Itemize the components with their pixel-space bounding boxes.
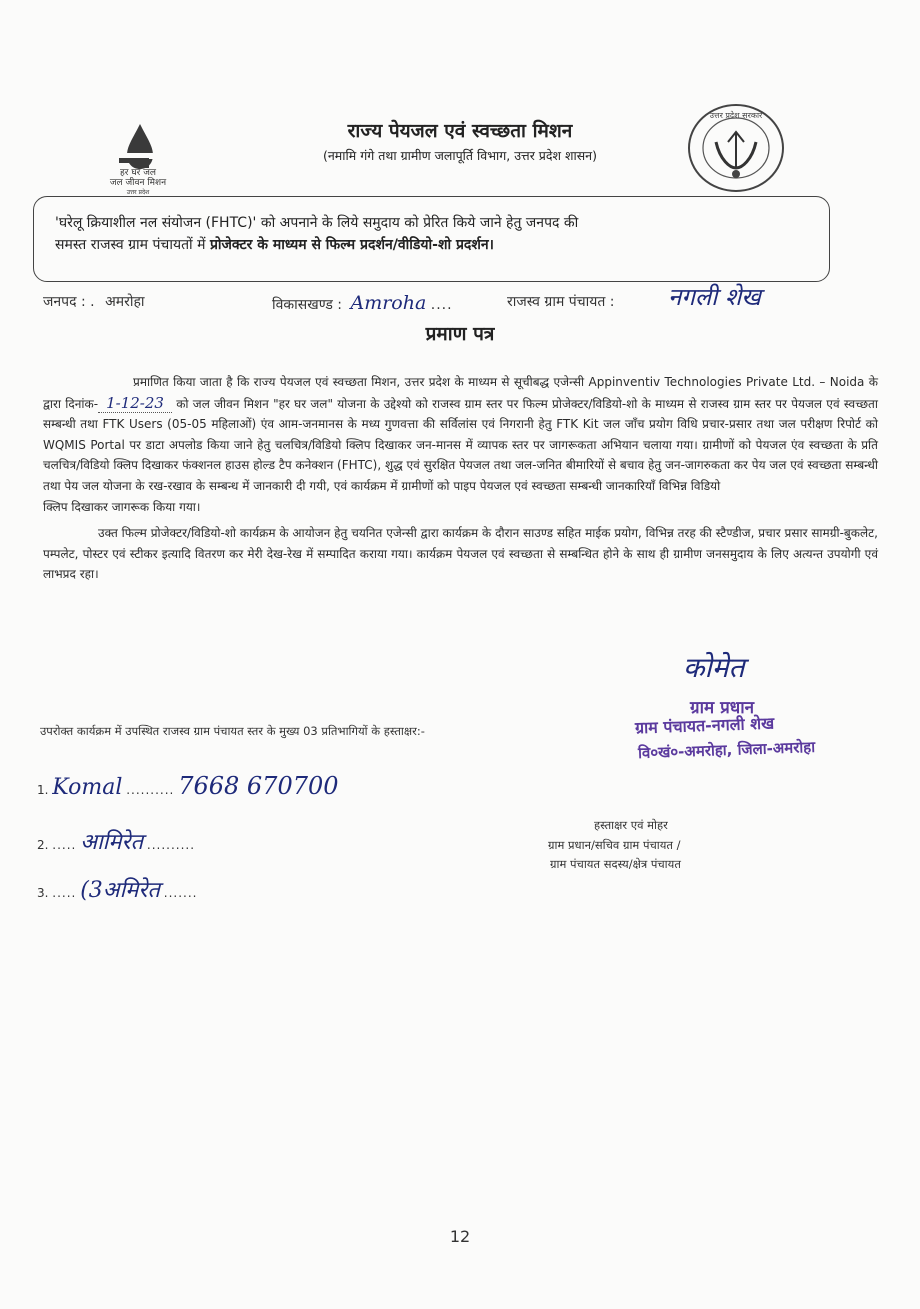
participant-row-3 bbox=[37, 874, 198, 904]
participant-3-signature: (3अमिरेत bbox=[80, 878, 160, 903]
mission-subtitle: (नमामि गंगे तथा ग्रामीण जलापूर्ति विभाग, उत्तर प्रदेश शासन) bbox=[322, 148, 597, 163]
participant-1-phone: 7668 670700 bbox=[178, 772, 339, 800]
mission-title: राज्य पेयजल एवं स्वच्छता मिशन bbox=[347, 120, 573, 142]
stamp-line2: ग्राम पंचायत-नगली शेख bbox=[634, 713, 775, 738]
subject-line2-plain: समस्त राजस्व ग्राम पंचायतों में bbox=[55, 237, 210, 253]
participant-1-number: 1. bbox=[37, 783, 49, 797]
para1-part-a: प्रमाणित किया जाता है कि राज्य पेयजल एवं स्वच्छता मिशन, उत्तर प्रदेश के माध्यम से सूचीबद्ध एजेन्सी Appinventiv Technologies Private Ltd. – Noida के द्वारा दिनांक- bbox=[43, 375, 878, 411]
participant-row-2 bbox=[37, 826, 195, 856]
paragraph-1 bbox=[43, 372, 878, 497]
participant-3-dots: ..... bbox=[52, 886, 77, 900]
stamp-line3: वि०खं०-अमरोहा, जिला-अमरोहा bbox=[637, 737, 816, 763]
panchayat-field bbox=[507, 292, 615, 311]
paragraph-2: उक्त फिल्म प्रोजेक्टर/विडियो-शो कार्यक्रम के आयोजन हेतु चयनित एजेन्सी द्वारा कार्यक्रम के दौरान साउण्ड सहित माईक प्रयोग, विभिन्न तरह की स्टैण्डीज, प्रचार प्रसार सामग्री-बुकलेट, पम्पलेट, पोस्टर एवं स्टीकर इत्यादि वितरण कर मेरी देख-रेख में सम्पादित कराया गया। कार्यक्रम पेयजल एवं स्वच्छता से सम्बन्धित होने के साथ ही ग्रामीण जनसमुदाय के लिए अत्यन्त उपयोगी एवं लाभप्रद रहा। bbox=[43, 526, 878, 582]
participant-3-number: 3. bbox=[37, 886, 49, 900]
subject-text bbox=[55, 212, 815, 256]
certificate-body bbox=[43, 372, 878, 585]
participant-1-dots: .......... bbox=[126, 783, 175, 797]
participant-2-dots-end: .......... bbox=[146, 838, 196, 852]
district-label: जनपद : . bbox=[43, 294, 95, 310]
paragraph-1-end: क्लिप दिखाकर जागरूक किया गया। bbox=[43, 499, 201, 514]
participants-intro: उपरोक्त कार्यक्रम में उपस्थित राजस्व ग्राम पंचायत स्तर के मुख्य 03 प्रतिभागियों के हस्ताक्षर:- bbox=[40, 724, 425, 738]
subject-line2-bold: प्रोजेक्टर के माध्यम से फिल्म प्रदर्शन/वीडियो-शो प्रदर्शन। bbox=[209, 237, 494, 253]
signature-role-2: ग्राम पंचायत सदस्य/क्षेत्र पंचायत bbox=[550, 857, 681, 871]
subject-line2 bbox=[55, 234, 815, 256]
signature-label: हस्ताक्षर एवं मोहर bbox=[594, 818, 668, 832]
participant-3-dots-end: ....... bbox=[163, 886, 198, 900]
signature-role-1: ग्राम प्रधान/सचिव ग्राम पंचायत / bbox=[548, 838, 681, 852]
district-field bbox=[43, 292, 145, 311]
para1-part-b: को जल जीवन मिशन "हर घर जल" योजना के उद्देश्यो को राजस्व ग्राम स्तर पर फिल्म प्रोजेक्टर/विडियो-शो के माध्यम से राजस्व ग्राम स्तर पर पेयजल एवं स्वच्छता सम्बन्धी तथा FTK Users (05-05 महिलाओं) एंव आम-जनमानस के मध्य गुणवत्ता की सर्विलांस एवं निगरानी हेतु FTK Kit जल जाँच प्रयोग विधि प्रचार-प्रसार तथा जल परीक्षण रिपोर्ट को WQMIS Portal पर डाटा अपलोड किया जाने हेतु चलचित्र/विडियो क्लिप दिखाकर जन-मानस में व्यापक स्तर पर जागरूकता अभियान चलाया गया। ग्रामीणों को पेयजल एंव स्वच्छता के प्रति चलचित्र/विडियो क्लिप दिखाकर फंक्शनल हाउस होल्ड टैप कनेक्शन (FHTC), शुद्ध एवं सुरक्षित पेयजल तथा जल-जनित बीमारियों से बचाव हेतु जन-जागरुकता कर पेय जल एवं स्वच्छता सम्बन्धी तथा पेय जल योजना के रख-रखाव के सम्बन्ध में जानकारी दी गयी, एवं कार्यक्रम में ग्रामीणों को पाइप पेयजल एवं स्वच्छता सम्बन्धी जानकारियाँ विभिन्न विडियो bbox=[43, 396, 878, 493]
certificate-heading: प्रमाण पत्र bbox=[425, 323, 495, 345]
program-date: 1-12-23 bbox=[98, 394, 172, 413]
panchayat-value: नगली शेख bbox=[668, 283, 761, 311]
participant-2-signature: आमिरेत bbox=[80, 830, 144, 855]
logo-caption bbox=[88, 168, 188, 198]
logo-caption-line3: उत्तर प्रदेश bbox=[126, 189, 150, 196]
block-dots: .... bbox=[430, 297, 453, 313]
participant-row-1 bbox=[37, 772, 339, 800]
emblem-text: उत्तर प्रदेश सरकार bbox=[709, 111, 763, 120]
block-field bbox=[272, 292, 453, 314]
block-label: विकासखण्ड : bbox=[272, 297, 343, 313]
participant-2-dots: ..... bbox=[52, 838, 77, 852]
participant-2-number: 2. bbox=[37, 838, 49, 852]
logo-caption-line2: जल जीवन मिशन bbox=[109, 178, 167, 188]
participant-1-signature: Komal bbox=[52, 775, 123, 800]
district-value: अमरोहा bbox=[105, 294, 145, 310]
pradhan-signature: कोमेत bbox=[683, 651, 745, 684]
page-number: 12 bbox=[449, 1227, 471, 1246]
logo-caption-line1: हर घर जल bbox=[120, 168, 156, 178]
panchayat-label: राजस्व ग्राम पंचायत : bbox=[507, 294, 615, 310]
block-value: Amroha bbox=[350, 292, 427, 314]
stamp-line1: ग्राम प्रधान bbox=[690, 698, 755, 718]
subject-line1: 'घरेलू क्रियाशील नल संयोजन (FHTC)' को अपनाने के लिये समुदाय को प्रेरित किये जाने हेतु जनपद की bbox=[55, 215, 579, 231]
